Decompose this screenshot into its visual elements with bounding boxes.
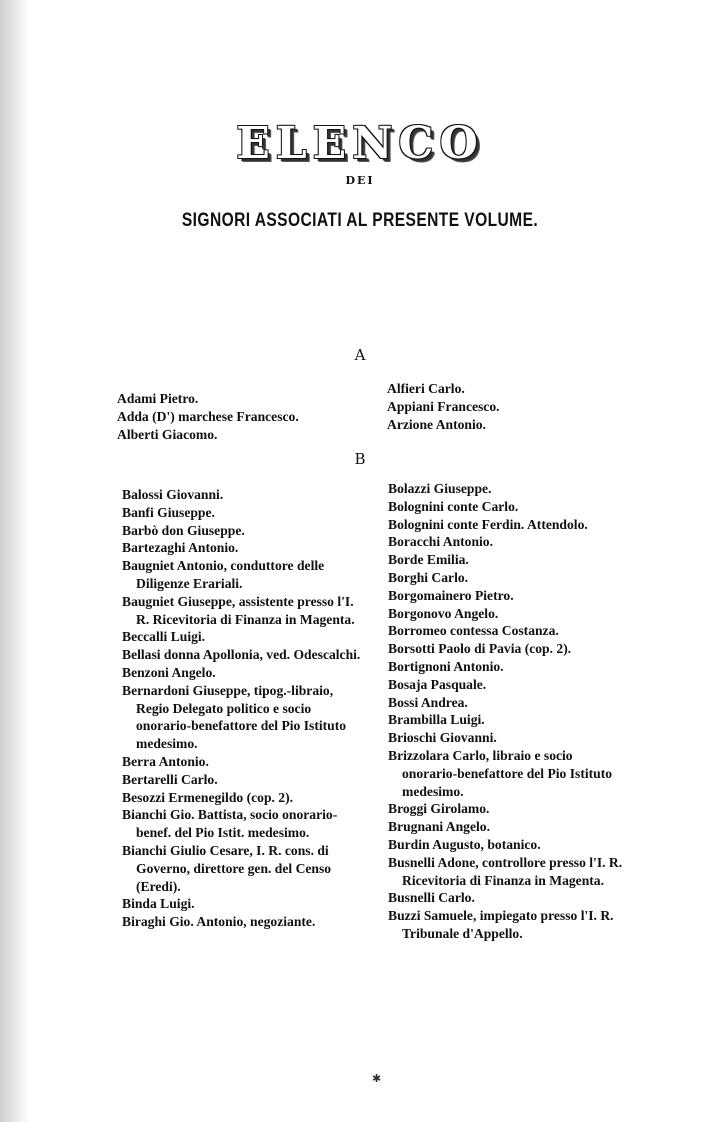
subscriber-entry: Busnelli Carlo.	[388, 890, 475, 906]
subscriber-entry: Borromeo contessa Costanza.	[388, 623, 559, 639]
section-letter-a: A	[354, 346, 366, 364]
subscriber-entry: Bellasi donna Apollonia, ved. Odescalchi.	[122, 647, 361, 663]
subscriber-entry: Bolazzi Giuseppe.	[388, 481, 492, 496]
subscriber-entry: Broggi Girolamo.	[388, 801, 490, 817]
subscriber-entry: Bolognini conte Carlo.	[388, 498, 519, 514]
subscriber-entry: Bartezaghi Antonio.	[122, 540, 239, 556]
subscriber-entry: Bianchi Giulio Cesare, I. R. cons. di Governo, direttore gen. del Censo (Eredi).	[122, 842, 332, 894]
subscriber-entry: Bortignoni Antonio.	[388, 658, 504, 674]
subscriber-entry: Brambilla Luigi.	[388, 712, 485, 728]
subscriber-entry: Brioschi Giovanni.	[388, 730, 497, 746]
subscriber-entry: Boracchi Antonio.	[388, 534, 493, 550]
subscriber-entry: Barbò don Giuseppe.	[122, 522, 245, 538]
subscriber-entry: Baugniet Giuseppe, assistente presso l'I. R. Ricevitoria di Finanza in Magenta.	[122, 593, 355, 627]
subscriber-entry: Adami Pietro.	[117, 391, 199, 406]
subscriber-entry: Appiani Francesco.	[387, 398, 500, 414]
subscriber-entry: Busnelli Adone, controllore presso l'I. R. Ricevitoria di Finanza in Magenta.	[388, 854, 623, 888]
subscriber-entry: Burdin Augusto, botanico.	[388, 836, 541, 852]
subscriber-entry: Balossi Giovanni.	[122, 487, 224, 502]
subscriber-entry: Arzione Antonio.	[387, 416, 486, 432]
subscriber-entry: Buzzi Samuele, impiegato presso l'I. R. Tribunale d'Appello.	[388, 908, 614, 941]
page-heading: SIGNORI ASSOCIATI AL PRESENTE VOLUME.	[181, 210, 539, 231]
subscriber-entry: Alfieri Carlo.	[387, 381, 465, 396]
subscriber-entry: Bernardoni Giuseppe, tipog.-libraio, Regio Delegato politico e socio onorario-benefattore del Pio Istituto medesimo.	[122, 682, 347, 752]
subscriber-entry: Baugniet Antonio, conduttore delle Diligenze Erariali.	[122, 558, 325, 591]
subscriber-entry: Benzoni Angelo.	[122, 664, 216, 680]
section-letter-b: B	[354, 450, 366, 468]
subscriber-entry: Binda Luigi.	[122, 896, 195, 912]
section-b-right-column	[388, 480, 628, 943]
subscriber-entry: Besozzi Ermenegildo (cop. 2).	[122, 789, 294, 805]
subscriber-entry: Adda (D') marchese Francesco.	[117, 408, 299, 424]
subscriber-entry: Bianchi Gio. Battista, socio onorario-benef. del Pio Istit. medesimo.	[122, 807, 338, 841]
subscriber-entry: Biraghi Gio. Antonio, negoziante.	[122, 914, 316, 930]
section-a-right-column	[387, 380, 627, 433]
subscriber-entry: Borgonovo Angelo.	[388, 605, 499, 621]
subscriber-entry: Bertarelli Carlo.	[122, 771, 218, 787]
subscriber-entry: Borgomainero Pietro.	[388, 587, 514, 603]
ink-blot-ornament: ✱	[372, 1072, 382, 1085]
subscriber-entry: Alberti Giacomo.	[117, 426, 218, 442]
subscriber-entry: Bolognini conte Ferdin. Attendolo.	[388, 516, 588, 532]
subscriber-entry: Beccalli Luigi.	[122, 629, 206, 645]
page-subtitle: DEI	[345, 174, 375, 187]
subscriber-entry: Borde Emilia.	[388, 552, 469, 568]
subscriber-entry: Bosaja Pasquale.	[388, 676, 487, 692]
subscriber-entry: Banfi Giuseppe.	[122, 504, 215, 520]
page-title: ELENCO	[236, 118, 484, 169]
section-a-left-column	[117, 390, 347, 443]
subscriber-entry: Brugnani Angelo.	[388, 819, 490, 835]
subscriber-entry: Borghi Carlo.	[388, 569, 469, 585]
section-b-left-column	[122, 486, 362, 931]
subscriber-entry: Borsotti Paolo di Pavia (cop. 2).	[388, 641, 572, 657]
subscriber-entry: Berra Antonio.	[122, 753, 209, 769]
subscriber-entry: Brizzolara Carlo, libraio e socio onorario-benefattore del Pio Istituto medesimo.	[388, 747, 613, 799]
subscriber-entry: Bossi Andrea.	[388, 694, 468, 710]
